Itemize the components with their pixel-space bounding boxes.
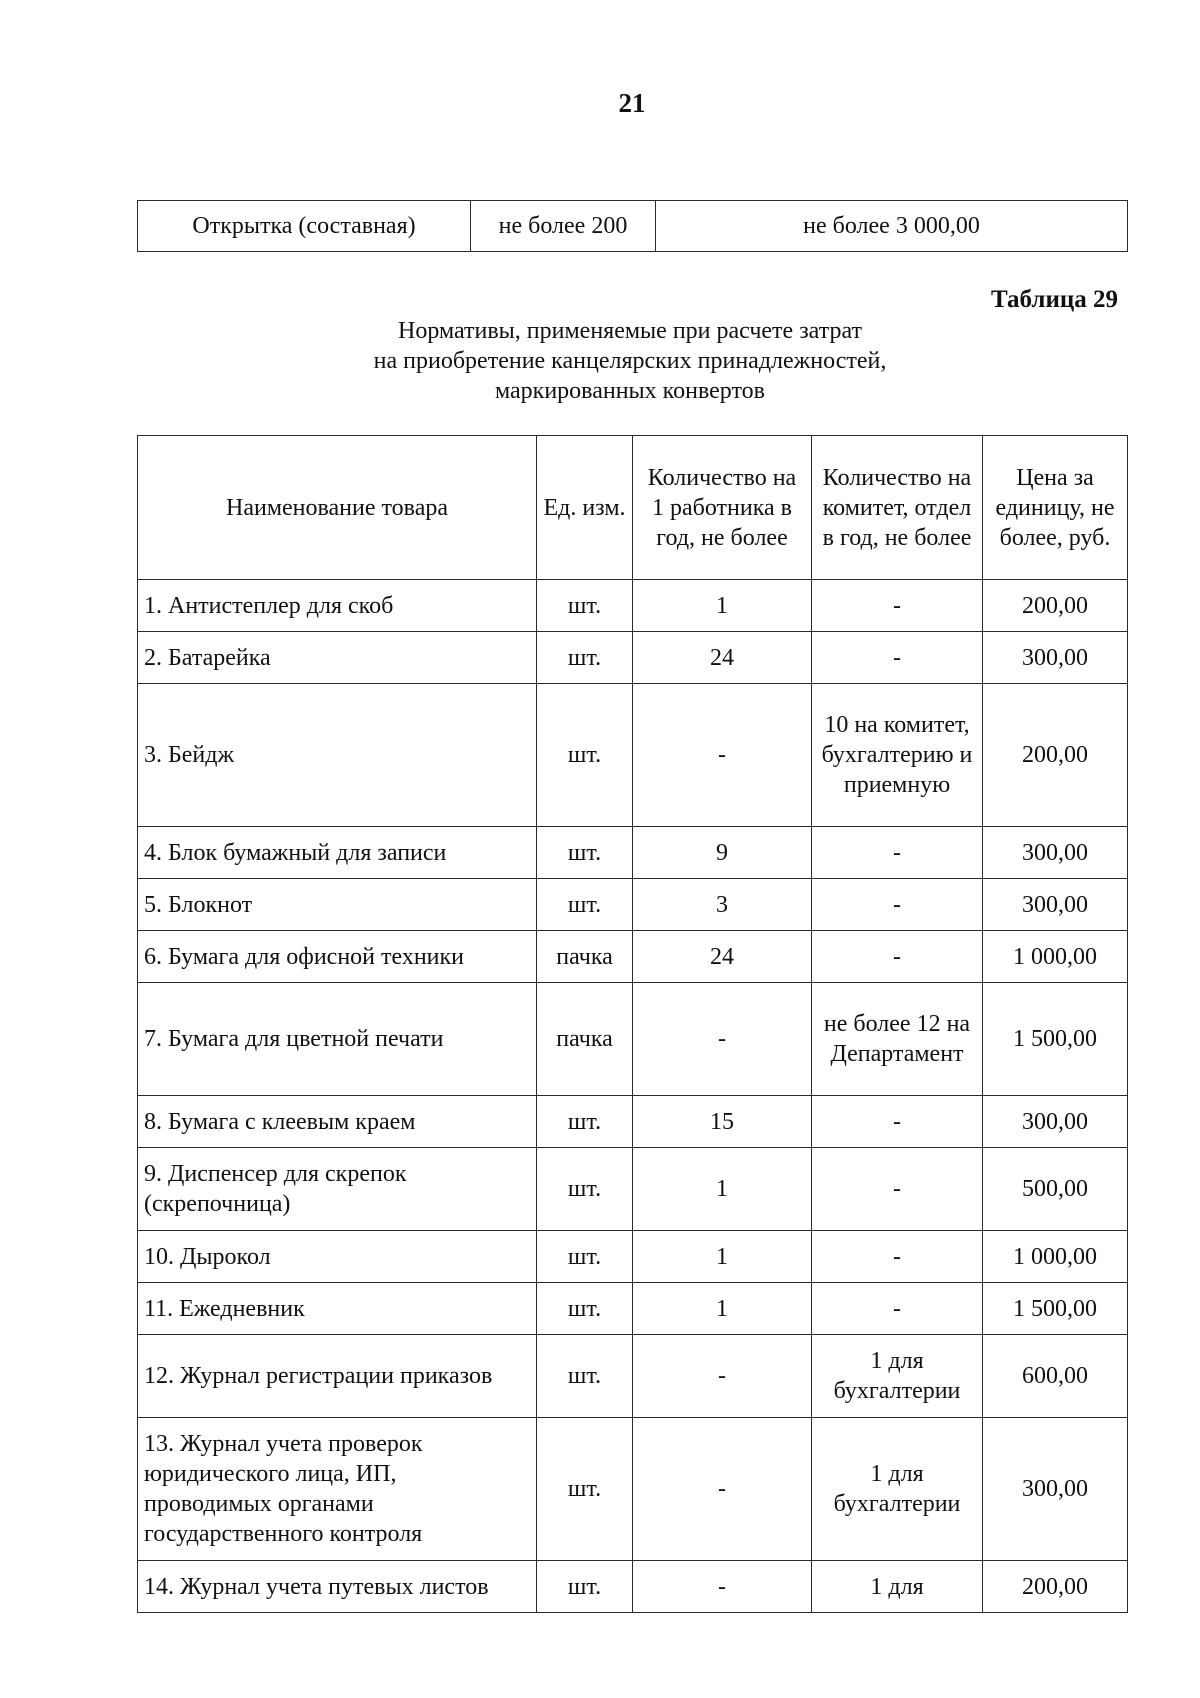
item-unit: шт.	[537, 879, 633, 931]
table-row	[138, 1418, 1128, 1561]
item-name: 11. Ежедневник	[138, 1283, 537, 1335]
title-line: на приобретение канцелярских принадлежностей,	[373, 348, 887, 374]
item-qty-worker: 1	[633, 1231, 812, 1283]
header-price: Цена за единицу, не более, руб.	[983, 436, 1128, 580]
table-row	[138, 879, 1128, 931]
item-name: 13. Журнал учета проверок юридического лица, ИП, проводимых органами государственного контроля	[138, 1418, 537, 1561]
item-name: Открытка (составная)	[138, 201, 471, 252]
table-row	[138, 1148, 1128, 1231]
item-qty-dept: 1 для бухгалтерии	[812, 1335, 983, 1418]
item-unit: шт.	[537, 1148, 633, 1231]
table-row	[138, 684, 1128, 827]
item-qty-worker: 15	[633, 1096, 812, 1148]
item-qty-dept: -	[812, 931, 983, 983]
table-row	[138, 1231, 1128, 1283]
continuation-table	[137, 200, 1128, 252]
item-unit: шт.	[537, 632, 633, 684]
item-qty-worker: 24	[633, 632, 812, 684]
item-price: 1 500,00	[983, 983, 1128, 1096]
item-qty-worker: 1	[633, 1148, 812, 1231]
item-qty-dept: 1 для	[812, 1561, 983, 1613]
norms-table	[137, 435, 1128, 1613]
item-price: 300,00	[983, 1418, 1128, 1561]
item-qty-dept: -	[812, 632, 983, 684]
item-name: 12. Журнал регистрации приказов	[138, 1335, 537, 1418]
item-qty-dept: -	[812, 1231, 983, 1283]
item-price: 300,00	[983, 1096, 1128, 1148]
item-unit: шт.	[537, 1096, 633, 1148]
table-row	[138, 1283, 1128, 1335]
item-price: не более 3 000,00	[656, 201, 1128, 252]
item-price: 200,00	[983, 684, 1128, 827]
table-title	[330, 316, 930, 406]
item-qty-dept: 1 для бухгалтерии	[812, 1418, 983, 1561]
item-name: 9. Диспенсер для скрепок (скрепочница)	[138, 1148, 537, 1231]
item-qty-worker: -	[633, 1561, 812, 1613]
item-qty-worker: 3	[633, 879, 812, 931]
table-row	[138, 931, 1128, 983]
item-price: 300,00	[983, 879, 1128, 931]
item-price: 1 000,00	[983, 1231, 1128, 1283]
item-qty-worker: -	[633, 684, 812, 827]
item-name: 2. Батарейка	[138, 632, 537, 684]
item-qty-worker: 9	[633, 827, 812, 879]
item-price: 600,00	[983, 1335, 1128, 1418]
table-row	[138, 201, 1128, 252]
header-unit: Ед. изм.	[537, 436, 633, 580]
item-unit: шт.	[537, 580, 633, 632]
table-row	[138, 632, 1128, 684]
item-name: 1. Антистеплер для скоб	[138, 580, 537, 632]
item-unit: пачка	[537, 931, 633, 983]
item-quantity: не более 200	[471, 201, 656, 252]
table-row	[138, 827, 1128, 879]
item-name: 4. Блок бумажный для записи	[138, 827, 537, 879]
item-unit: шт.	[537, 1231, 633, 1283]
item-name: 10. Дырокол	[138, 1231, 537, 1283]
item-name: 6. Бумага для офисной техники	[138, 931, 537, 983]
page-number: 21	[618, 88, 646, 118]
item-qty-dept: -	[812, 580, 983, 632]
item-price: 500,00	[983, 1148, 1128, 1231]
item-name: 3. Бейдж	[138, 684, 537, 827]
item-qty-dept: -	[812, 879, 983, 931]
header-qty-worker: Количество на 1 работника в год, не более	[633, 436, 812, 580]
item-qty-worker: 1	[633, 580, 812, 632]
item-qty-worker: -	[633, 1335, 812, 1418]
item-unit: шт.	[537, 1283, 633, 1335]
item-qty-dept: -	[812, 1283, 983, 1335]
item-unit: пачка	[537, 983, 633, 1096]
item-unit: шт.	[537, 684, 633, 827]
item-name: 8. Бумага с клеевым краем	[138, 1096, 537, 1148]
header-name: Наименование товара	[138, 436, 537, 580]
item-qty-worker: 1	[633, 1283, 812, 1335]
item-qty-dept: не более 12 на Департамент	[812, 983, 983, 1096]
item-unit: шт.	[537, 1335, 633, 1418]
header-row	[138, 436, 1128, 580]
table-label: Таблица 29	[990, 286, 1118, 313]
item-price: 200,00	[983, 1561, 1128, 1613]
item-qty-dept: -	[812, 1148, 983, 1231]
item-name: 14. Журнал учета путевых листов	[138, 1561, 537, 1613]
item-qty-worker: -	[633, 1418, 812, 1561]
item-name: 7. Бумага для цветной печати	[138, 983, 537, 1096]
item-unit: шт.	[537, 1418, 633, 1561]
item-qty-dept: -	[812, 827, 983, 879]
title-line: маркированных конвертов	[495, 378, 765, 404]
item-price: 200,00	[983, 580, 1128, 632]
title-line: Нормативы, применяемые при расчете затрат	[397, 318, 863, 344]
table-row	[138, 580, 1128, 632]
item-price: 300,00	[983, 827, 1128, 879]
item-price: 1 500,00	[983, 1283, 1128, 1335]
table-row	[138, 1561, 1128, 1613]
item-qty-dept: 10 на комитет, бухгалтерию и приемную	[812, 684, 983, 827]
item-unit: шт.	[537, 1561, 633, 1613]
table-row	[138, 983, 1128, 1096]
item-qty-worker: 24	[633, 931, 812, 983]
item-name: 5. Блокнот	[138, 879, 537, 931]
item-price: 300,00	[983, 632, 1128, 684]
item-unit: шт.	[537, 827, 633, 879]
table-row	[138, 1335, 1128, 1418]
item-qty-dept: -	[812, 1096, 983, 1148]
table-row	[138, 1096, 1128, 1148]
header-qty-dept: Количество на комитет, отдел в год, не более	[812, 436, 983, 580]
item-price: 1 000,00	[983, 931, 1128, 983]
item-qty-worker: -	[633, 983, 812, 1096]
